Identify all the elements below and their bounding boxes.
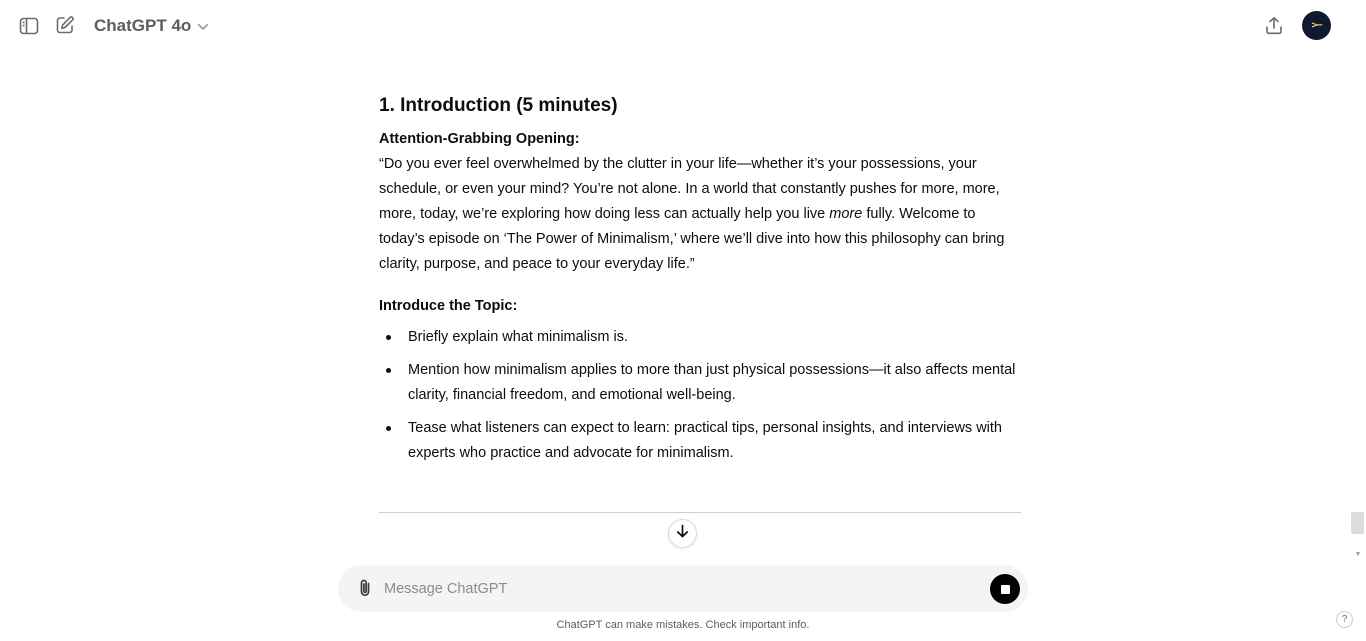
arrow-down-icon bbox=[676, 524, 689, 543]
share-icon[interactable] bbox=[1260, 11, 1288, 39]
assistant-message bbox=[379, 88, 1021, 474]
disclaimer: ChatGPT can make mistakes. Check important info. bbox=[556, 619, 810, 631]
stop-generating-button[interactable] bbox=[990, 574, 1020, 604]
section-divider bbox=[379, 512, 1021, 513]
avatar-text: >− bbox=[1311, 20, 1322, 31]
message-input[interactable] bbox=[384, 577, 974, 601]
quote-text-part2: fully. Welcome to today’s episode on ‘The Power of Minimalism,’ where we’ll dive into how this philosophy can bring clarity, purpose, and peace to your everyday life.” bbox=[379, 206, 1005, 272]
opening-quote bbox=[379, 152, 1021, 277]
quote-emphasis: more bbox=[829, 206, 863, 222]
model-name: ChatGPT 4o bbox=[94, 16, 192, 35]
scrollbar-thumb[interactable] bbox=[1351, 512, 1364, 534]
opening-label: Attention-Grabbing Opening: bbox=[379, 131, 580, 147]
list-item: Briefly explain what minimalism is. bbox=[379, 325, 1021, 350]
chevron-down-icon bbox=[197, 16, 209, 36]
scroll-to-bottom-button[interactable] bbox=[668, 519, 697, 548]
list-item: Mention how minimalism applies to more than just physical possessions—it also affects mental clarity, financial freedom, and emotional well-being. bbox=[379, 358, 1021, 408]
section-heading: 1. Introduction (5 minutes) bbox=[379, 95, 618, 116]
top-bar bbox=[0, 0, 1366, 52]
model-switcher[interactable] bbox=[88, 12, 215, 40]
stop-icon bbox=[1001, 585, 1010, 594]
sidebar-toggle-icon[interactable] bbox=[15, 12, 43, 40]
topic-label: Introduce the Topic: bbox=[379, 298, 518, 314]
quote-text-part1: “Do you ever feel overwhelmed by the clutter in your life—whether it’s your possessions, your schedule, or even your mind? You’re not alone. In a world that constantly pushes for more, more, more, today, we’re exploring how doing less can actually help you live bbox=[379, 156, 1000, 222]
topic-list bbox=[379, 325, 1021, 466]
scrollbar-down-arrow-icon[interactable]: ▼ bbox=[1354, 551, 1362, 558]
paperclip-icon[interactable] bbox=[352, 575, 378, 601]
list-item: Tease what listeners can expect to learn: practical tips, personal insights, and interviews with experts who practice and advocate for minimalism. bbox=[379, 416, 1021, 466]
help-button[interactable]: ? bbox=[1336, 611, 1353, 628]
avatar[interactable] bbox=[1302, 11, 1331, 40]
message-composer bbox=[338, 565, 1028, 612]
new-chat-icon[interactable] bbox=[51, 11, 79, 39]
